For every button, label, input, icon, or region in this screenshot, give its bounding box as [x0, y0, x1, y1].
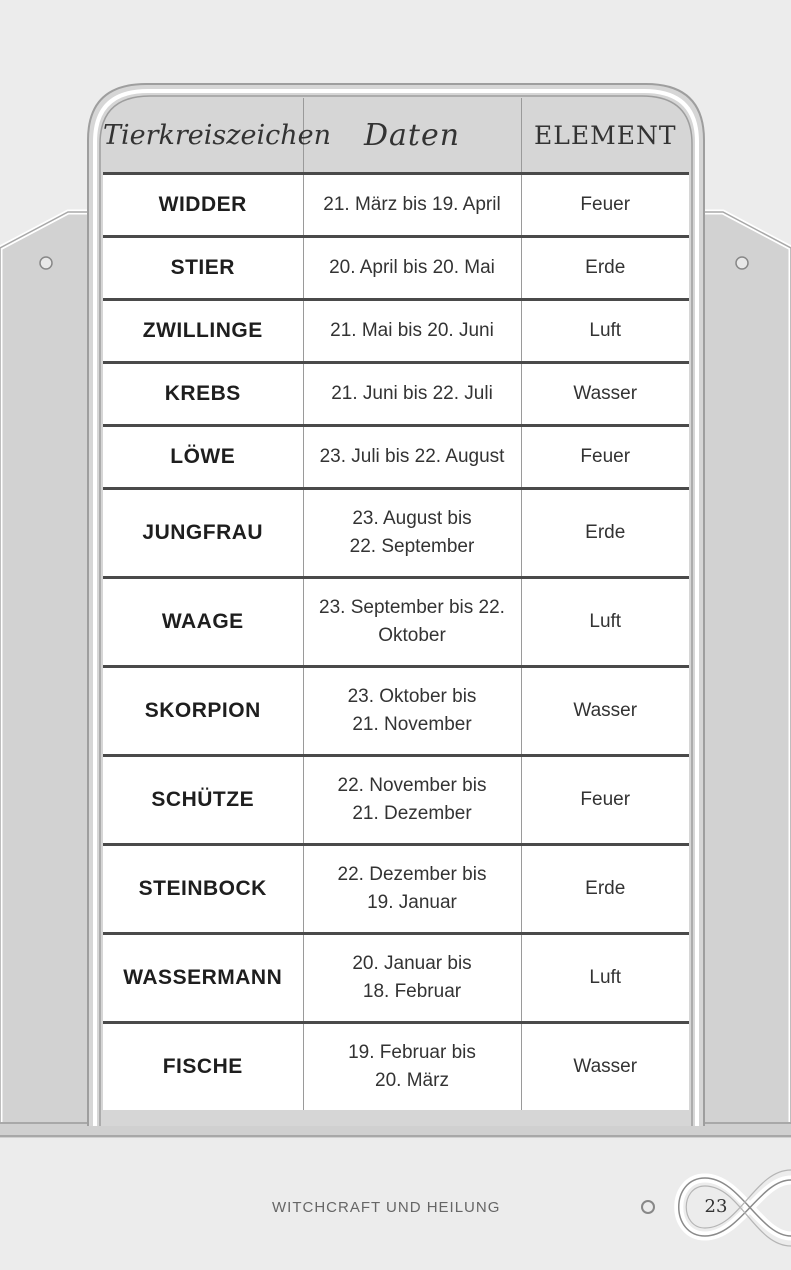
dates-cell [303, 934, 521, 1023]
dates-cell [303, 667, 521, 756]
table-row [103, 426, 689, 489]
dates-line: 20. Januar bis [352, 953, 472, 974]
dates-line: 20. April bis 20. Mai [329, 257, 495, 278]
table-header-row [103, 98, 689, 174]
dates-line: 21. Dezember [352, 803, 472, 824]
sign-cell: STEINBOCK [103, 845, 303, 934]
dates-line: 23. Oktober bis [347, 686, 477, 707]
dates-line: 22. September [349, 536, 475, 557]
sign-cell: LÖWE [103, 426, 303, 489]
element-cell: Wasser [521, 667, 689, 756]
sign-cell: SCHÜTZE [103, 756, 303, 845]
table-row [103, 489, 689, 578]
dates-cell [303, 174, 521, 237]
footer-dot-icon [642, 1201, 654, 1213]
element-cell: Luft [521, 934, 689, 1023]
table-row [103, 578, 689, 667]
dates-cell [303, 300, 521, 363]
table-row [103, 934, 689, 1023]
table-row [103, 237, 689, 300]
element-cell: Feuer [521, 174, 689, 237]
element-cell: Feuer [521, 426, 689, 489]
zodiac-table [103, 98, 689, 1110]
right-tablet-hole-icon [736, 257, 748, 269]
sign-cell: SKORPION [103, 667, 303, 756]
sign-cell: KREBS [103, 363, 303, 426]
dates-line: 22. November bis [337, 775, 487, 796]
dates-cell [303, 845, 521, 934]
table-row [103, 845, 689, 934]
element-cell: Erde [521, 237, 689, 300]
dates-line: 21. Mai bis 20. Juni [330, 320, 494, 341]
dates-line: 19. Februar bis [348, 1042, 476, 1063]
header-element: ELEMENT [521, 98, 689, 174]
dates-cell [303, 756, 521, 845]
sign-cell: STIER [103, 237, 303, 300]
dates-line: 23. Juli bis 22. August [319, 446, 505, 467]
dates-line: 23. August bis [352, 508, 472, 529]
header-zodiac-sign: Tierkreiszeichen [103, 98, 303, 174]
table-row [103, 1023, 689, 1111]
element-cell: Feuer [521, 756, 689, 845]
sign-cell: WASSERMANN [103, 934, 303, 1023]
dates-cell [303, 489, 521, 578]
sign-cell: WAAGE [103, 578, 303, 667]
dates-line: 21. März bis 19. April [323, 194, 501, 215]
sign-cell: WIDDER [103, 174, 303, 237]
element-cell: Wasser [521, 1023, 689, 1111]
table-row [103, 363, 689, 426]
table-row [103, 300, 689, 363]
element-cell: Luft [521, 578, 689, 667]
dates-cell [303, 578, 521, 667]
dates-line: 21. Juni bis 22. Juli [331, 383, 493, 404]
dates-line: Oktober [378, 625, 446, 646]
table-row [103, 174, 689, 237]
header-dates: Daten [303, 98, 521, 174]
sign-cell: FISCHE [103, 1023, 303, 1111]
dates-line: 20. März [375, 1070, 449, 1091]
dates-line: 18. Februar [362, 981, 462, 1002]
table-row [103, 756, 689, 845]
dates-line: 22. Dezember bis [337, 864, 487, 885]
dates-cell [303, 1023, 521, 1111]
dates-line: 21. November [352, 714, 472, 735]
dates-cell [303, 426, 521, 489]
sign-cell: ZWILLINGE [103, 300, 303, 363]
sign-cell: JUNGFRAU [103, 489, 303, 578]
dates-cell [303, 363, 521, 426]
page-number: 23 [704, 1196, 728, 1217]
dates-line: 19. Januar [367, 892, 457, 913]
dates-line: 23. September bis 22. [319, 597, 505, 618]
knot-ornament-icon [679, 1170, 791, 1246]
element-cell: Erde [521, 845, 689, 934]
table-row [103, 667, 689, 756]
left-tablet-hole-icon [40, 257, 52, 269]
element-cell: Luft [521, 300, 689, 363]
element-cell: Wasser [521, 363, 689, 426]
dates-cell [303, 237, 521, 300]
running-footer-title: WITCHCRAFT UND HEILUNG [272, 1199, 501, 1216]
element-cell: Erde [521, 489, 689, 578]
